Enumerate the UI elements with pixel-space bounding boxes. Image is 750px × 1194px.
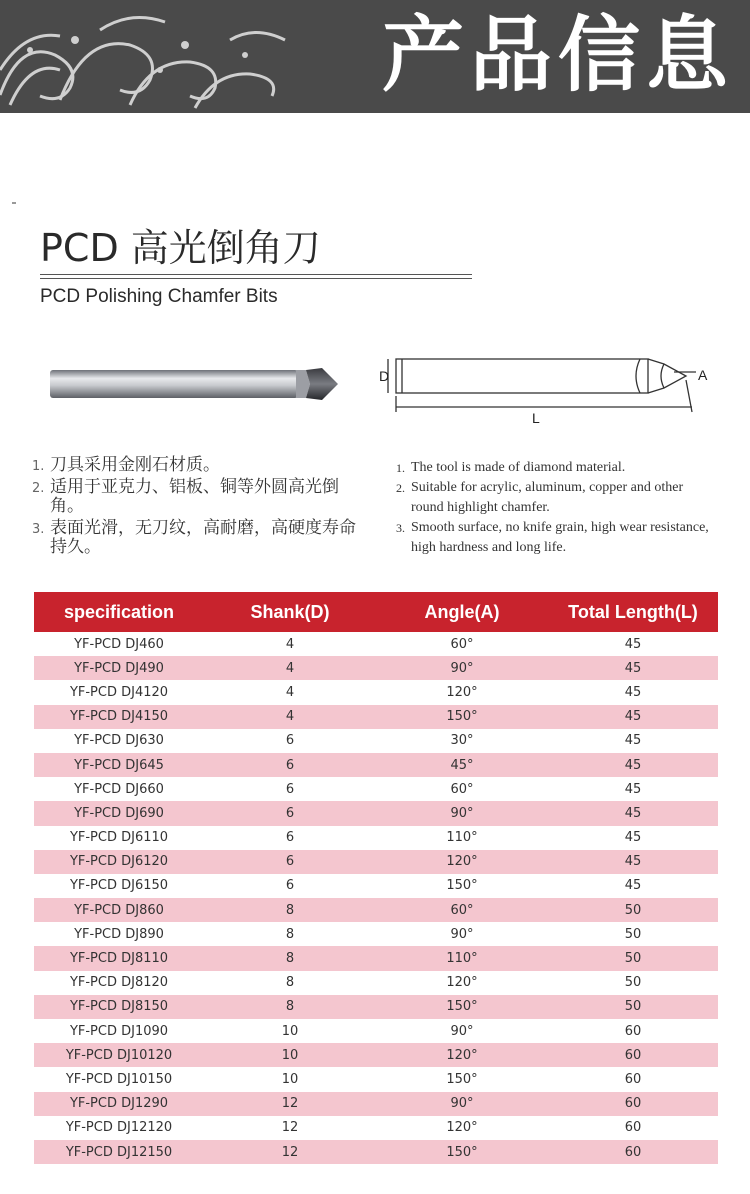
table-row: [34, 1067, 718, 1091]
cell-specification: YF-PCD DJ660: [34, 777, 204, 801]
table-row: [34, 874, 718, 898]
cell-angle: 150°: [376, 995, 548, 1019]
cell-specification: YF-PCD DJ10150: [34, 1067, 204, 1091]
list-number: 3.: [396, 521, 405, 535]
cell-specification: YF-PCD DJ645: [34, 753, 204, 777]
list-number: 1.: [32, 459, 45, 474]
cell-shank: 10: [204, 1019, 376, 1043]
column-header-specification: specification: [34, 592, 204, 632]
cell-shank: 10: [204, 1043, 376, 1067]
cell-specification: YF-PCD DJ1090: [34, 1019, 204, 1043]
list-number: 1.: [396, 461, 405, 475]
cell-shank: 8: [204, 898, 376, 922]
dimension-d-label: D: [379, 368, 390, 384]
list-text: The tool is made of diamond material.: [411, 460, 626, 475]
cell-angle: 120°: [376, 850, 548, 874]
table-row: [34, 922, 718, 946]
cell-total-length: 45: [548, 729, 718, 753]
table-header-row: [34, 592, 718, 632]
feature-list-en: [396, 458, 716, 558]
product-title: PCD 高光倒角刀: [40, 226, 321, 270]
cell-angle: 110°: [376, 946, 548, 970]
table-row: [34, 1092, 718, 1116]
cell-total-length: 60: [548, 1140, 718, 1164]
table-row: [34, 753, 718, 777]
cell-shank: 8: [204, 995, 376, 1019]
list-text: Suitable for acrylic, aluminum, copper and other round highlight chamfer.: [411, 480, 684, 515]
list-item: [32, 456, 372, 475]
cell-angle: 150°: [376, 874, 548, 898]
cell-specification: YF-PCD DJ10120: [34, 1043, 204, 1067]
cell-specification: YF-PCD DJ8120: [34, 971, 204, 995]
cell-total-length: 50: [548, 898, 718, 922]
table-body: [34, 632, 718, 1164]
list-text: Smooth surface, no knife grain, high wear resistance, high hardness and long life.: [411, 520, 709, 555]
table-row: [34, 995, 718, 1019]
page-title: 产品信息: [381, 8, 734, 103]
cell-shank: 10: [204, 1067, 376, 1091]
list-number: 2.: [32, 481, 45, 496]
cell-shank: 6: [204, 850, 376, 874]
cell-shank: 4: [204, 680, 376, 704]
table-row: [34, 729, 718, 753]
cell-shank: 8: [204, 971, 376, 995]
cell-shank: 6: [204, 874, 376, 898]
feature-list-cn: [32, 456, 372, 560]
cell-specification: YF-PCD DJ460: [34, 632, 204, 656]
cell-angle: 120°: [376, 971, 548, 995]
cell-total-length: 45: [548, 753, 718, 777]
cell-total-length: 45: [548, 632, 718, 656]
cell-shank: 6: [204, 801, 376, 825]
cell-angle: 60°: [376, 777, 548, 801]
list-item: [32, 478, 372, 516]
cell-total-length: 60: [548, 1116, 718, 1140]
column-header-shank: Shank(D): [204, 592, 376, 632]
cell-angle: 60°: [376, 898, 548, 922]
cell-specification: YF-PCD DJ6120: [34, 850, 204, 874]
table-row: [34, 705, 718, 729]
cell-total-length: 45: [548, 874, 718, 898]
list-text: 表面光滑，无刀纹，高耐磨，高硬度寿命持久。: [50, 518, 356, 557]
cell-specification: YF-PCD DJ8110: [34, 946, 204, 970]
table-row: [34, 656, 718, 680]
cell-specification: YF-PCD DJ890: [34, 922, 204, 946]
dimension-l-label: L: [532, 410, 540, 426]
cell-shank: 12: [204, 1092, 376, 1116]
cell-angle: 30°: [376, 729, 548, 753]
cell-specification: YF-PCD DJ12120: [34, 1116, 204, 1140]
column-header-angle: Angle(A): [376, 592, 548, 632]
cell-shank: 6: [204, 826, 376, 850]
cell-specification: YF-PCD DJ690: [34, 801, 204, 825]
cell-specification: YF-PCD DJ4150: [34, 705, 204, 729]
cell-shank: 8: [204, 946, 376, 970]
cell-angle: 120°: [376, 1116, 548, 1140]
table-row: [34, 826, 718, 850]
table-row: [34, 801, 718, 825]
cell-angle: 90°: [376, 1019, 548, 1043]
table-row: [34, 1043, 718, 1067]
table-row: [34, 632, 718, 656]
cell-specification: YF-PCD DJ12150: [34, 1140, 204, 1164]
cell-angle: 120°: [376, 1043, 548, 1067]
title-rule-bottom: [40, 278, 472, 279]
table-row: [34, 971, 718, 995]
cell-total-length: 45: [548, 826, 718, 850]
cell-specification: YF-PCD DJ630: [34, 729, 204, 753]
table-row: [34, 680, 718, 704]
list-item: [396, 458, 716, 478]
cell-shank: 12: [204, 1140, 376, 1164]
cell-total-length: 45: [548, 705, 718, 729]
cell-shank: 6: [204, 753, 376, 777]
product-photo: [48, 358, 348, 408]
table-row: [34, 946, 718, 970]
table-row: [34, 1140, 718, 1164]
cell-total-length: 45: [548, 656, 718, 680]
cell-total-length: 45: [548, 680, 718, 704]
dimension-drawing: [378, 350, 718, 430]
list-text: 适用于亚克力、铝板、铜等外圆高光倒角。: [50, 477, 339, 516]
list-item: [32, 519, 372, 557]
cell-angle: 60°: [376, 632, 548, 656]
header-banner: [0, 0, 750, 113]
list-text: 刀具采用金刚石材质。: [50, 455, 220, 475]
cell-angle: 150°: [376, 1140, 548, 1164]
cell-total-length: 45: [548, 801, 718, 825]
cell-total-length: 45: [548, 850, 718, 874]
spec-table: [34, 592, 718, 1164]
cell-shank: 4: [204, 705, 376, 729]
cell-shank: 12: [204, 1116, 376, 1140]
dimension-a-label: A: [698, 367, 708, 383]
cell-specification: YF-PCD DJ6150: [34, 874, 204, 898]
cell-total-length: 50: [548, 995, 718, 1019]
margin-dot: [12, 202, 16, 204]
cell-total-length: 50: [548, 971, 718, 995]
table-row: [34, 777, 718, 801]
cell-angle: 120°: [376, 680, 548, 704]
cell-shank: 6: [204, 777, 376, 801]
table-row: [34, 1019, 718, 1043]
cell-angle: 150°: [376, 705, 548, 729]
cell-specification: YF-PCD DJ6110: [34, 826, 204, 850]
cell-angle: 150°: [376, 1067, 548, 1091]
cell-angle: 90°: [376, 922, 548, 946]
list-number: 3.: [32, 522, 45, 537]
list-item: [396, 478, 716, 518]
cell-total-length: 50: [548, 922, 718, 946]
cell-angle: 90°: [376, 801, 548, 825]
cell-total-length: 60: [548, 1043, 718, 1067]
cell-shank: 4: [204, 632, 376, 656]
title-rule-top: [40, 274, 472, 275]
cell-specification: YF-PCD DJ8150: [34, 995, 204, 1019]
product-subtitle: PCD Polishing Chamfer Bits: [40, 286, 278, 307]
cell-specification: YF-PCD DJ860: [34, 898, 204, 922]
cell-angle: 45°: [376, 753, 548, 777]
table-row: [34, 1116, 718, 1140]
list-item: [396, 518, 716, 558]
cell-angle: 90°: [376, 1092, 548, 1116]
list-number: 2.: [396, 481, 405, 495]
cell-total-length: 45: [548, 777, 718, 801]
wave-pattern-decoration: [0, 0, 300, 113]
cell-specification: YF-PCD DJ4120: [34, 680, 204, 704]
cell-total-length: 60: [548, 1019, 718, 1043]
table-row: [34, 898, 718, 922]
table-row: [34, 850, 718, 874]
column-header-total-length: Total Length(L): [548, 592, 718, 632]
cell-angle: 110°: [376, 826, 548, 850]
cell-specification: YF-PCD DJ490: [34, 656, 204, 680]
cell-total-length: 60: [548, 1092, 718, 1116]
cell-angle: 90°: [376, 656, 548, 680]
cell-shank: 4: [204, 656, 376, 680]
cell-shank: 6: [204, 729, 376, 753]
cell-shank: 8: [204, 922, 376, 946]
cell-total-length: 50: [548, 946, 718, 970]
cell-specification: YF-PCD DJ1290: [34, 1092, 204, 1116]
cell-total-length: 60: [548, 1067, 718, 1091]
